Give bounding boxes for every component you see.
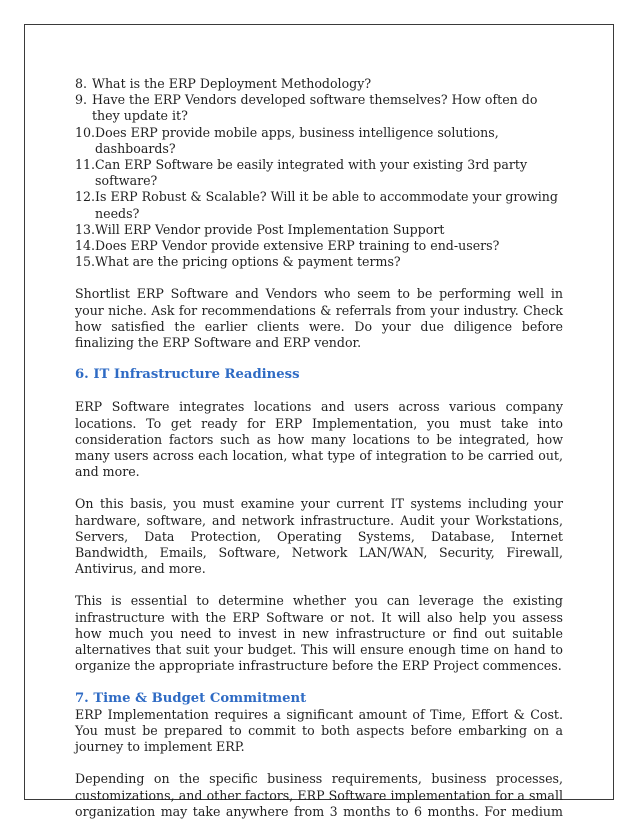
list-item: 9. Have the ERP Vendors developed software themselves? How often do they update it? <box>75 92 538 124</box>
paragraph: Depending on the specific business requirements, business processes, customizations, and other factors, ERP Software implementation for a small organization may take anywhere from 3 months to 6 months. For medium <box>75 771 563 819</box>
list-item: 8. What is the ERP Deployment Methodology? <box>75 76 372 91</box>
section-heading-time-budget: 7. Time & Budget Commitment <box>75 690 307 706</box>
list-item: 15. What are the pricing options & payment terms? <box>75 254 401 270</box>
list-item: 12. Is ERP Robust & Scalable? Will it be able to accommodate your growing needs? <box>75 189 558 221</box>
question-list <box>75 76 563 270</box>
paragraph: ERP Software integrates locations and users across various company locations. To get ready for ERP Implementation, you must take into consideration factors such as how many locations to be integrated, how many users across each location, what type of integration to be carried out, and more. <box>75 399 563 480</box>
list-item: 10. Does ERP provide mobile apps, business intelligence solutions, dashboards? <box>75 124 499 156</box>
section-heading-it-infrastructure: 6. IT Infrastructure Readiness <box>75 367 300 383</box>
paragraph: This is essential to determine whether you can leverage the existing infrastructure with the ERP Software or not. It will also help you assess how much you need to invest in new infrastructure or find out suitable alternatives that suit your budget. This will ensure enough time on hand to organize the appropriate infrastructure before the ERP Project commences. <box>75 593 563 674</box>
paragraph: ERP Implementation requires a significant amount of Time, Effort & Cost. You must be prepared to commit to both aspects before embarking on a journey to implement ERP. <box>75 706 563 755</box>
document-body <box>75 76 563 820</box>
list-item: 14. Does ERP Vendor provide extensive ERP training to end-users? <box>75 238 500 254</box>
paragraph: On this basis, you must examine your current IT systems including your hardware, software, and network infrastructure. Audit your Workstations, Servers, Data Protection, Operating Systems, Database, Internet Bandwidth, Emails, Software, Network LAN/WAN, Security, Firewall, Antivirus, and more. <box>75 496 563 577</box>
list-item: 13. Will ERP Vendor provide Post Implementation Support <box>75 221 445 237</box>
list-item: 11. Can ERP Software be easily integrated with your existing 3rd party software? <box>75 157 528 189</box>
shortlist-paragraph: Shortlist ERP Software and Vendors who seem to be performing well in your niche. Ask for recommendations & referrals from your industry. Check how satisfied the earlier clients were. Do your due diligence before finalizing the ERP Software and ERP vendor. <box>75 286 563 351</box>
